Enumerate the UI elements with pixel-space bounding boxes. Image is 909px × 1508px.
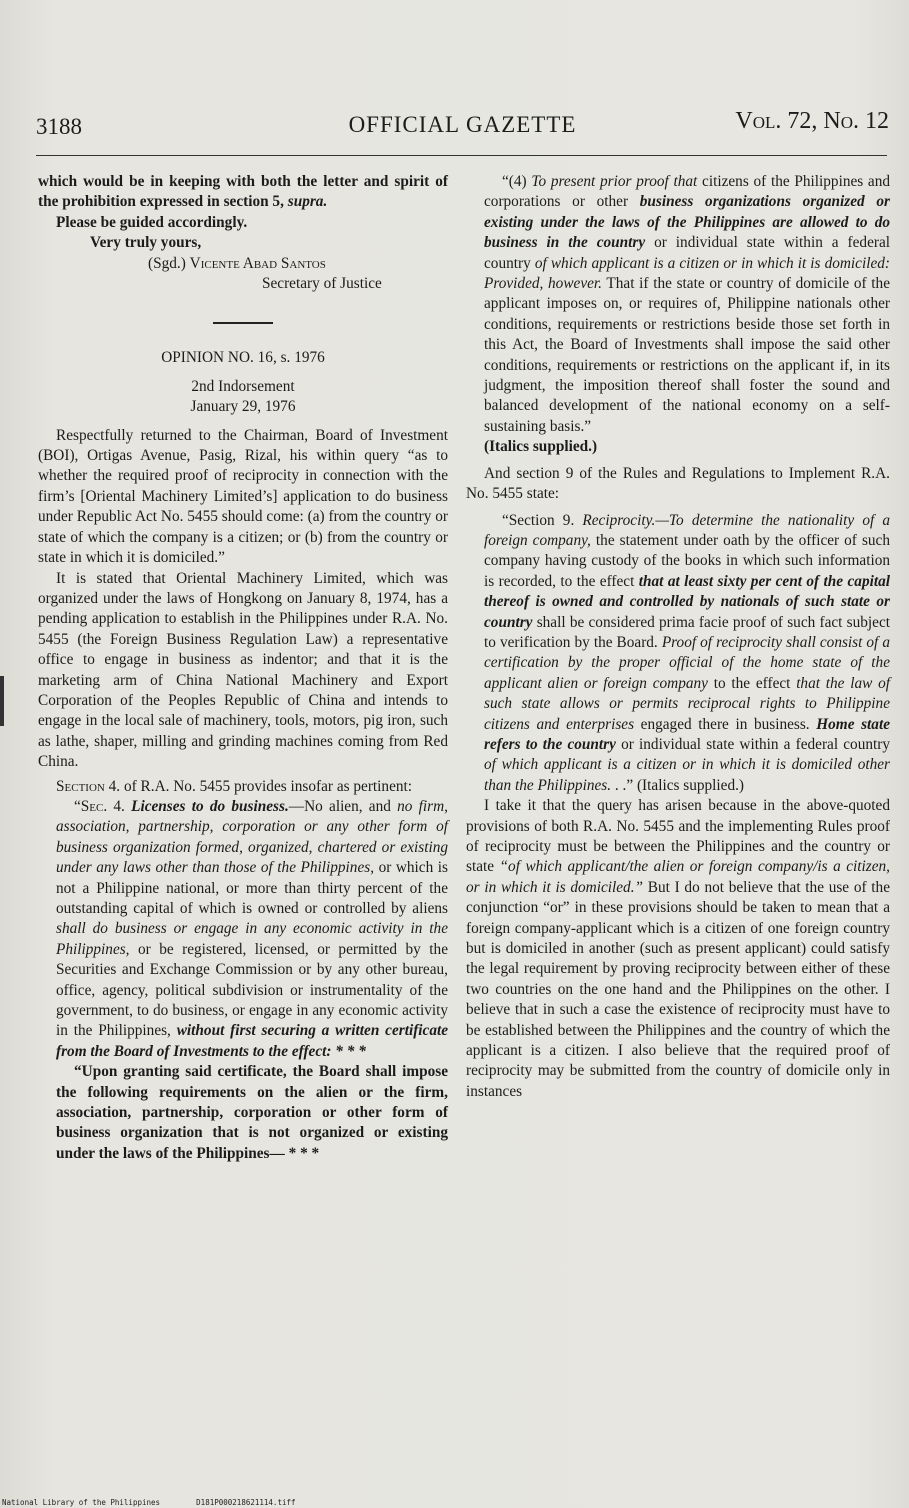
paragraph-section4: Section 4. of R.A. No. 5455 provides insofar as pertinent:	[56, 777, 413, 795]
paragraph-take-it: I take it that the query has arisen because in the above-quoted provisions of both R.A. No. 5455 and the implementing Rules proof of reciprocity must be between the Philippines and the country or state “of which applicant/the alien or foreign company/is a citizen, or in which it is domiciled.” But I do not believe that the use of the conjunction “or” in these provisions should be taken to mean that a foreign company-applicant which is a citizen of one foreign country but is domiciled in another (such as present applicant) could satisfy the legal requirement by proving reciprocity between either of these two countries on the one hand and the Philippines on the other. I believe that in such a case the existence of reciprocity must have to be established between the Philippines and the country of which the applicant is a citizen. I also believe that the required proof of reciprocity may be submitted from the country of domicile only in instances	[466, 797, 890, 1100]
opinion-date: January 29, 1976	[190, 398, 296, 416]
quote-item-4: “(4) To present prior proof that citizens of the Philippines and corporations or other business organizations organized or existing under the laws of the Philippines are allowed to do business in the country or individual state within a federal country of which applicant is a citizen or in which it is domiciled: Provided, however. That if the state or country of domicile of the applicant imposes on, or requires of, Philippine nationals other conditions, requirements or restrictions beside those set forth in this Act, the Board of Investments shall impose the said other conditions, requirements or restrictions on the applicant if, in its judgment, the imposition thereof shall foster the sound and balanced development of the national economy on a self-sustaining basis.”	[484, 173, 891, 435]
italics-supplied-note: (Italics supplied.)	[484, 438, 598, 456]
page-number: 3188	[36, 114, 82, 139]
page-title: OFFICIAL GAZETTE	[348, 112, 577, 137]
header-rule	[36, 155, 887, 156]
indorsement-label: 2nd Indorsement	[191, 377, 295, 395]
quote-section9: “Section 9. Reciprocity.—To determine the nationality of a foreign company, the statement under oath by the officer of such company having custody of the books in which such information is recorded, to the effect that at least sixty per cent of the capital thereof is owned and controlled by nationals of such state or country shall be considered prima facie proof of such fact subject to verification by the Board. Proof of reciprocity shall consist of a certification by the proper official of the home state of the applicant alien or foreign company to the effect that the law of such state allows or permits reciprocal rights to Philippine citizens and enterprises engaged there in business. Home state refers to the country or individual state within a federal country of which applicant is a citizen or in which it is domiciled other than the Philippines. . .” (Italics supplied.)	[484, 511, 891, 794]
paragraph-stated: It is stated that Oriental Machinery Limited, which was organized under the laws of Hongkong on January 8, 1974, has a pending application to establish in the Philippines under R.A. No. 5455 (the Foreign Business Regulation Law) a representative office to engage in business as indentor; and that it is the marketing arm of China National Machinery and Export Corporation of the Peoples Republic of China and intends to engage in the local sale of machinery, tools, motors, pig iron, such as lathe, shaper, milling and grinding machines coming from Red China.	[38, 569, 448, 771]
signer-title: Secretary of Justice	[262, 275, 382, 293]
section-divider	[213, 322, 273, 324]
paragraph-guided: Please be guided accordingly.	[56, 213, 248, 231]
scan-footer: National Library of the Philippines D181P000218621114.tiff	[2, 1498, 296, 1507]
right-column	[466, 172, 890, 1102]
paragraph-respectfully: Respectfully returned to the Chairman, Board of Investment (BOI), Ortigas Avenue, Pasig, Rizal, his within query “as to whether the required proof of reciprocity in connection with the firm’s [Oriental Machinery Limited’s] application to do business under Republic Act No. 5455 should come: (a) from the country or state of which the company is a citizen; or (b) from the country or state in which it is domiciled.”	[38, 426, 448, 567]
quote-upon-granting: “Upon granting said certificate, the Board shall impose the following requirements on the alien or the firm, association, partnership, corporation or other form of business organization that is not organized or existing under the laws of the Philippines— * * *	[56, 1063, 448, 1162]
left-column	[38, 172, 448, 1164]
paragraph-continued: which would be in keeping with both the letter and spirit of the prohibition expressed in section 5, supra.	[38, 173, 448, 211]
opinion-heading: OPINION NO. 16, s. 1976	[161, 349, 325, 367]
quote-section4: “Sec. 4. Licenses to do business.—No alien, and no firm, association, partnership, corporation or any other form of business organization formed, organized, chartered or existing under any laws other than those of the Philippines, or which is not a Philippine national, or more than thirty percent of the outstanding capital of which is owned or controlled by aliens shall do business or engage in any economic activity in the Philippines, or be registered, licensed, or permitted by the Securities and Exchange Commission or by any other bureau, office, agency, political subdivision or instrumentality of the government, to do business, or engage in any economic activity in the Philippines, without first securing a written certificate from the Board of Investments to the effect: * * *	[56, 797, 449, 1060]
page-header	[36, 106, 889, 146]
closing-line: Very truly yours,	[90, 234, 202, 252]
volume-number: Vol. 72, No. 12	[735, 108, 889, 134]
paragraph-section9: And section 9 of the Rules and Regulations to Implement R.A. No. 5455 state:	[466, 464, 890, 503]
scan-edge-mark	[0, 676, 4, 726]
signature-line: (Sgd.) Vicente Abad Santos	[148, 254, 326, 272]
